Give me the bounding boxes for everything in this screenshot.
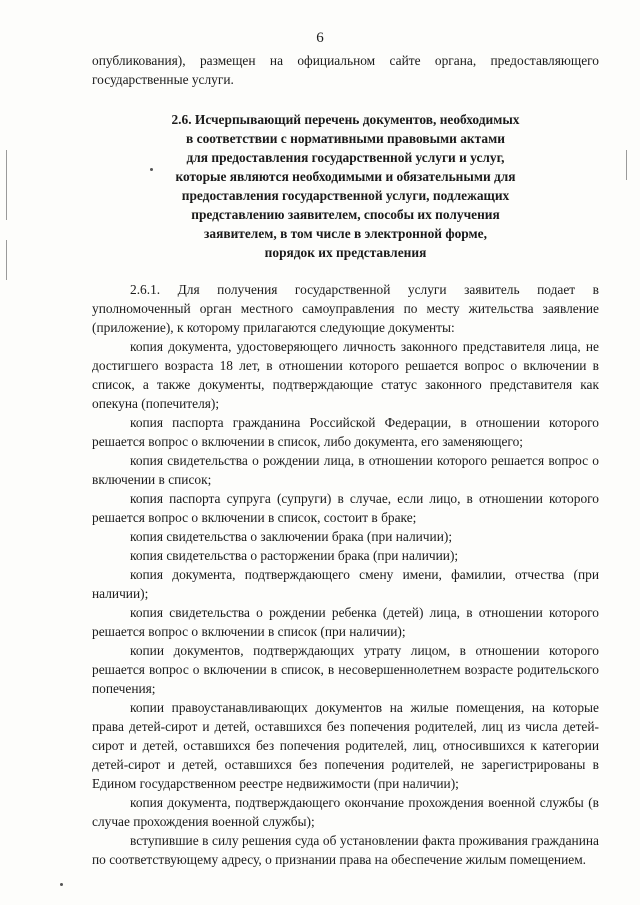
list-item: копия свидетельства о рождении лица, в отношении которого решается вопрос о включении в список; [92,453,599,487]
heading-line: предоставления государственной услуги, подлежащих [181,188,510,203]
heading-line: заявителем, в том числе в электронной форме, [204,226,487,241]
heading-line: порядок их представления [264,245,427,260]
heading-line: в соответствии с нормативными правовыми актами [186,131,505,146]
paragraph: 2.6.1. Для получения государственной услуги заявитель подает в уполномоченный орган местного самоуправления по месту жительства заявление (приложение), к которому прилагаются следующие документы: [92,282,599,335]
list-item: копия паспорта гражданина Российской Федерации, в отношении которого решается вопрос о включении в список, либо документа, его заменяющего; [92,415,599,449]
list-item: копия документа, удостоверяющего личность законного представителя лица, не достигшего возраста 18 лет, в отношении которого решается вопрос о включении в список, а также документы, подтверждающие статус законного представителя как опекуна (попечителя); [92,339,599,411]
list-item: копии правоустанавливающих документов на жилые помещения, на которые права детей-сирот и детей, оставшихся без попечения родителей, лиц из числа детей-сирот и детей, оставшихся без попечения родителей, лиц, относившихся к категории детей-сирот и детей, оставшихся без попечения родителей, не зарегистрированы в Едином государственном реестре недвижимости (при наличии); [92,700,599,791]
list-item: копия свидетельства о рождении ребенка (детей) лица, в отношении которого решается вопрос о включении в список (при наличии); [92,605,599,639]
scan-speck [60,883,63,886]
section-heading [92,110,599,262]
list-item: копия свидетельства о расторжении брака (при наличии); [130,548,459,563]
scan-margin-mark [626,150,627,180]
intro-paragraph: опубликования), размещен на официальном сайте органа, предоставляющего государственные услуги. [92,53,599,87]
list-item: копия свидетельства о заключении брака (при наличии); [130,529,453,544]
heading-line: 2.6. Исчерпывающий перечень документов, необходимых [171,112,520,127]
heading-line: представлению заявителем, способы их получения [191,207,500,222]
heading-line: которые являются необходимыми и обязательными для [175,169,516,184]
document-body [92,51,599,869]
list-item: копия документа, подтверждающего смену имени, фамилии, отчества (при наличии); [92,567,599,601]
list-item: копия паспорта супруга (супруги) в случае, если лицо, в отношении которого решается вопрос о включении в список, состоит в браке; [92,491,599,525]
list-item: копии документов, подтверждающих утрату лицом, в отношении которого решается вопрос о включении в список, в несовершеннолетнем возрасте родительского попечения; [92,643,599,696]
scan-margin-mark [6,240,7,280]
scan-margin-mark [6,150,7,220]
list-item: вступившие в силу решения суда об установлении факта проживания гражданина по соответствующему адресу, о признании права на обеспечение жилым помещением. [92,833,599,867]
list-item: копия документа, подтверждающего окончание прохождения военной службы (в случае прохождения военной службы); [92,795,599,829]
page-number: 6 [316,30,324,46]
heading-line: для предоставления государственной услуги и услуг, [186,150,505,165]
